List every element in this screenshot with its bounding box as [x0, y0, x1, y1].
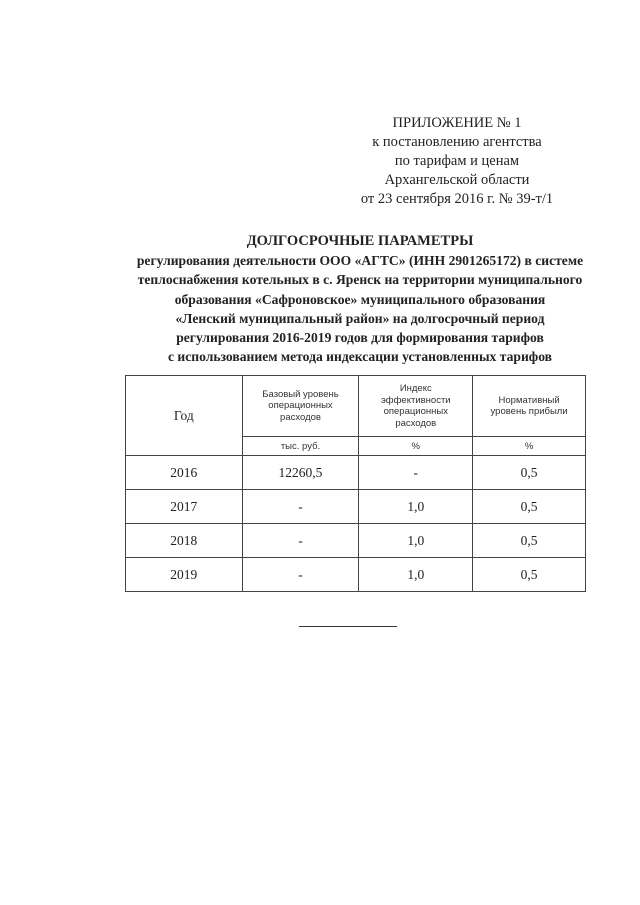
header-text: операционных [383, 406, 448, 417]
appendix-block [352, 114, 562, 209]
table-row [126, 456, 586, 490]
title-line: с использованием метода индексации установленных тарифов [167, 349, 552, 365]
appendix-date: от 23 сентября 2016 г. № 39-т/1 [360, 191, 554, 207]
cell-year: 2016 [126, 456, 243, 490]
cell-base: - [242, 524, 359, 558]
cell-profit: 0,5 [473, 558, 586, 592]
cell-year: 2018 [126, 524, 243, 558]
header-base-opex [242, 376, 359, 437]
unit-index: % [359, 437, 473, 456]
end-divider-line [299, 626, 397, 627]
header-text: Базовый уровень [262, 388, 339, 400]
table-row [126, 490, 586, 524]
cell-profit: 0,5 [473, 490, 586, 524]
parameters-table [125, 375, 586, 592]
header-profit-level [473, 376, 586, 437]
title-line: образования «Сафроновское» муниципального образования [174, 291, 546, 307]
cell-year: 2019 [126, 558, 243, 592]
title-line: «Ленский муниципальный район» на долгосрочный период [175, 310, 545, 326]
cell-profit: 0,5 [473, 524, 586, 558]
unit-base: тыс. руб. [242, 437, 359, 456]
unit-profit: % [473, 437, 586, 456]
header-efficiency-index [359, 376, 473, 437]
header-text: уровень прибыли [490, 406, 568, 417]
appendix-line: по тарифам и ценам [394, 153, 520, 169]
header-text: операционных [268, 400, 333, 412]
title-line: теплоснабжения котельных в с. Яренск на территории муниципального [137, 272, 583, 288]
cell-base: - [242, 558, 359, 592]
header-text: расходов [395, 417, 437, 429]
cell-year: 2017 [126, 490, 243, 524]
table-row [126, 558, 586, 592]
appendix-line: к постановлению агентства [372, 134, 542, 150]
cell-profit: 0,5 [473, 456, 586, 490]
header-text: Индекс [399, 383, 432, 394]
title-line: регулирования деятельности ООО «АГТС» (ИНН 2901265172) в системе [136, 253, 584, 269]
header-text: Нормативный [498, 394, 560, 406]
table-row [126, 524, 586, 558]
cell-base: - [242, 490, 359, 524]
document-title-block [60, 232, 640, 366]
title-line: регулирования 2016-2019 годов для формирования тарифов [176, 330, 544, 346]
header-text: эффективности [380, 394, 451, 406]
document-title: ДОЛГОСРОЧНЫЕ ПАРАМЕТРЫ [246, 233, 474, 249]
header-year: Год [126, 376, 243, 456]
header-text: расходов [280, 411, 321, 423]
table-header-row [126, 376, 586, 437]
cell-index: - [359, 456, 473, 490]
appendix-line: Архангельской области [384, 172, 530, 188]
cell-base: 12260,5 [242, 456, 359, 490]
cell-index: 1,0 [359, 490, 473, 524]
cell-index: 1,0 [359, 524, 473, 558]
appendix-title: ПРИЛОЖЕНИЕ № 1 [392, 115, 522, 131]
cell-index: 1,0 [359, 558, 473, 592]
